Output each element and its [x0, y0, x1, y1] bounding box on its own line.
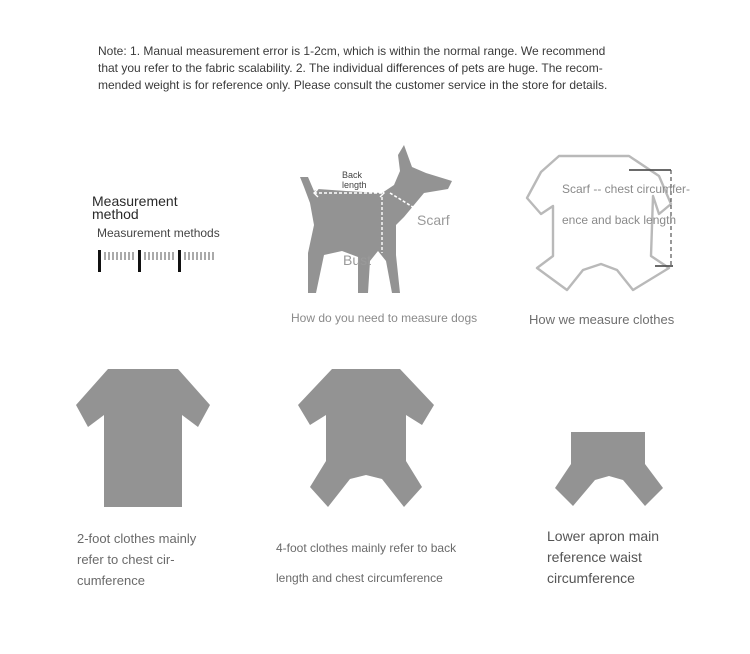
measurement-methods-label: Measurement methods [97, 226, 220, 240]
four-foot-clothes-icon [296, 369, 436, 509]
two-foot-description [77, 528, 196, 591]
description-line: Lower apron main [547, 528, 660, 544]
description-line: length and chest circumference [276, 571, 443, 585]
lower-apron-description [547, 526, 659, 589]
back-length-line: Back [342, 170, 363, 180]
note-line: Note: 1. Manual measurement error is 1-2cm, which is within the normal range. We recommend [98, 44, 606, 58]
description-line: cumference [77, 573, 145, 588]
ruler-icon [96, 248, 218, 274]
note-line: that you refer to the fabric scalability. 2. The individual differences of pets are huge. The recom- [98, 61, 603, 75]
dog-measure-caption: How do you need to measure dogs [291, 311, 478, 325]
note-line: mended weight is for reference only. Please consult the customer service in the store for details. [98, 78, 608, 92]
clothes-measure-caption: How we measure clothes [529, 312, 675, 327]
method-title-line: method [92, 206, 139, 222]
two-foot-clothes-icon [74, 369, 212, 509]
description-line: reference waist [547, 549, 642, 565]
clothes-scarf-note [562, 174, 702, 236]
back-length-label [342, 170, 367, 190]
description-line: 4-foot clothes mainly refer to back [276, 541, 457, 555]
clothes-scarf-line: ence and back length [562, 213, 677, 227]
clothes-scarf-line: Scarf -- chest circumfer- [562, 182, 691, 196]
description-line: circumference [547, 570, 635, 586]
scarf-label: Scarf [417, 212, 450, 228]
measurement-note [98, 43, 628, 94]
description-line: 2-foot clothes mainly [77, 531, 197, 546]
measurement-method-title [92, 195, 202, 221]
lower-apron-icon [553, 432, 665, 508]
back-length-line: length [342, 180, 367, 190]
bust-label: Bust [343, 252, 372, 268]
method-title-line: Measurement [92, 193, 178, 209]
description-line: refer to chest cir- [77, 552, 175, 567]
four-foot-description [276, 533, 456, 593]
